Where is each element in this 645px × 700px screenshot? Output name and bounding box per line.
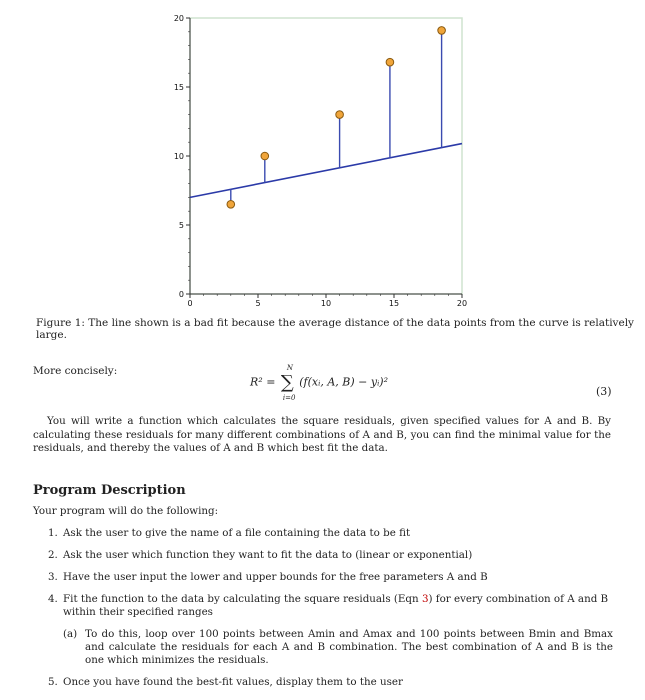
figure-plot xyxy=(170,10,470,310)
x-tick-label: 0 xyxy=(187,299,193,308)
section-title: Program Description xyxy=(33,483,186,498)
sub-list-item: (a) To do this, loop over 100 points between Amin and Amax and 100 points between Bmin and Bmax and calculate the residuals for each A and B combination. The best combination of A and B is the one which minimizes the residuals. xyxy=(63,628,613,666)
steps-list xyxy=(48,527,613,698)
y-tick-label: 15 xyxy=(173,83,184,92)
data-point xyxy=(261,152,269,160)
intro-text: Your program will do the following: xyxy=(33,505,219,517)
list-item: 4. Fit the function to the data by calculating the square residuals (Eqn 3) for every combination of A and B within their specified ranges (a) To do this, loop over 100 points between Amin and Amax and 100 points between Bmin and Bmax and calculate the residuals for each A and B combination. The best combination of A and B is the one which minimizes the residuals. xyxy=(48,593,613,666)
y-tick-label: 0 xyxy=(178,290,184,299)
x-tick-label: 15 xyxy=(388,299,400,308)
y-tick-label: 20 xyxy=(173,14,184,23)
figure-caption: Figure 1: The line shown is a bad fit because the average distance of the data points from the curve is relatively large. xyxy=(36,317,634,341)
data-point xyxy=(386,58,394,66)
sum-symbol: N ∑ i=0 xyxy=(280,364,296,402)
concise-label: More concisely: xyxy=(33,365,118,377)
x-tick-label: 10 xyxy=(320,299,332,308)
x-tick-label: 5 xyxy=(255,299,261,308)
list-item: 2. Ask the user which function they want to fit the data to (linear or exponential) xyxy=(48,549,473,561)
scatter-chart xyxy=(170,10,470,310)
equation-lhs: R² = xyxy=(250,375,276,389)
plot-frame xyxy=(190,18,462,294)
sum-lower: i=0 xyxy=(282,394,296,402)
data-point xyxy=(336,111,344,119)
list-item: 3. Have the user input the lower and upper bounds for the free parameters A and B xyxy=(48,571,488,583)
list-item: 5. Once you have found the best-fit values, display them to the user xyxy=(48,676,403,688)
residual-equation xyxy=(250,364,388,402)
data-point xyxy=(438,27,446,35)
y-tick-label: 5 xyxy=(178,221,184,230)
x-tick-label: 20 xyxy=(456,299,468,308)
list-item: 1. Ask the user to give the name of a file containing the data to be fit xyxy=(48,527,411,539)
equation-number: (3) xyxy=(596,385,612,398)
y-tick-label: 10 xyxy=(173,152,184,161)
sum-upper: N xyxy=(286,364,294,372)
data-point xyxy=(227,201,235,209)
equation-link[interactable]: 3 xyxy=(421,593,429,605)
body-paragraph: You will write a function which calculates the square residuals, given specified values for A and B. By calculating these residuals for many different combinations of A and B, you can find the minimal value for the residuals, and thereby the values of A and B which best fit the data. xyxy=(33,415,611,454)
equation-body: (f(xᵢ, A, B) − yᵢ)² xyxy=(299,375,388,389)
